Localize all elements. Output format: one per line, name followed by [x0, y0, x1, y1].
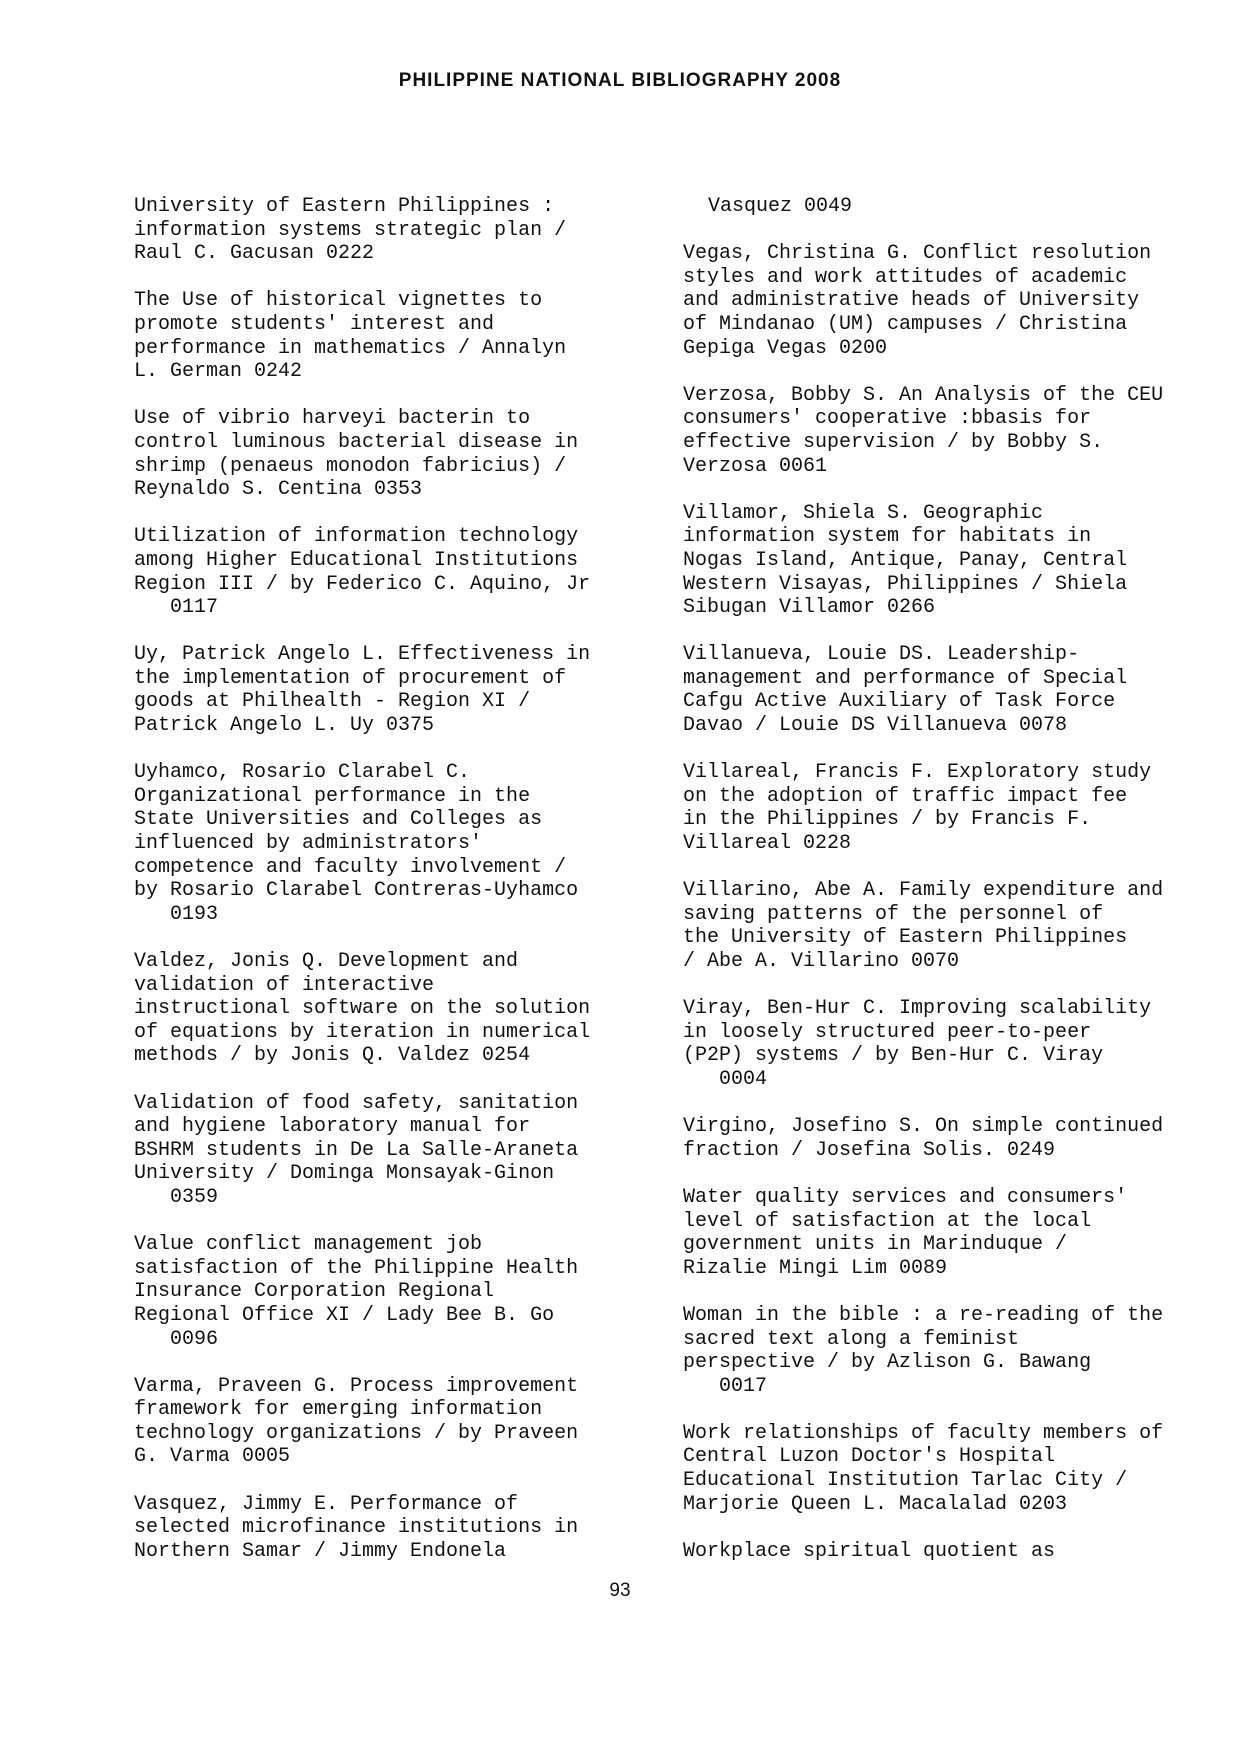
bibliography-entry	[683, 1186, 1203, 1280]
entry-line: Woman in the bible : a re-reading of the	[683, 1303, 1164, 1327]
bibliography-entry	[683, 761, 1203, 855]
entry-line: BSHRM students in De La Salle-Araneta	[134, 1138, 579, 1162]
entry-line: effective supervision / by Bobby S.	[683, 430, 1104, 454]
entry-line: 0359	[134, 1185, 219, 1209]
bibliography-entry	[134, 1493, 654, 1564]
bibliography-entry	[134, 1092, 654, 1210]
entry-line: framework for emerging information	[134, 1398, 543, 1422]
entry-line: Work relationships of faculty members of	[683, 1421, 1164, 1445]
entry-line: Nogas Island, Antique, Panay, Central	[683, 548, 1128, 572]
entry-line: in loosely structured peer-to-peer	[683, 1020, 1092, 1044]
page-number: 93	[609, 1580, 631, 1601]
entry-line: Organizational performance in the	[134, 784, 531, 808]
entry-line: satisfaction of the Philippine Health	[134, 1256, 579, 1280]
entry-line: information system for habitats in	[683, 525, 1092, 549]
entry-line: Utilization of information technology	[134, 525, 579, 549]
entry-line: saving patterns of the personnel of	[683, 902, 1104, 926]
entry-line: competence and faculty involvement /	[134, 855, 567, 879]
entry-line: University of Eastern Philippines :	[134, 195, 555, 218]
bibliography-entry	[683, 997, 1203, 1091]
entry-line: of equations by iteration in numerical	[134, 1020, 591, 1044]
entry-line: in the Philippines / by Francis F.	[683, 808, 1092, 832]
entry-line: Patrick Angelo L. Uy 0375	[134, 714, 435, 738]
entry-line: control luminous bacterial disease in	[134, 430, 579, 454]
entry-line: the University of Eastern Philippines	[683, 926, 1128, 950]
bibliography-entry	[134, 1233, 654, 1351]
entry-line: management and performance of Special	[683, 666, 1128, 690]
entry-line: Sibugan Villamor 0266	[683, 596, 936, 620]
bibliography-entry	[134, 195, 654, 266]
entry-line: Northern Samar / Jimmy Endonela	[134, 1539, 507, 1563]
entry-line: styles and work attitudes of academic	[683, 265, 1128, 289]
entry-line: validation of interactive	[134, 973, 435, 997]
entry-line: Value conflict management job	[134, 1233, 483, 1257]
entry-line: performance in mathematics / Annalyn	[134, 336, 567, 360]
entry-line: Gepiga Vegas 0200	[683, 336, 888, 360]
bibliography-entry	[683, 1115, 1203, 1162]
page-header: PHILIPPINE NATIONAL BIBLIOGRAPHY 2008	[398, 70, 842, 91]
entry-line: 0117	[134, 596, 219, 620]
entry-line: instructional software on the solution	[134, 997, 591, 1021]
entry-line: fraction / Josefina Solis. 0249	[683, 1138, 1056, 1162]
entry-line: Verzosa 0061	[683, 454, 828, 478]
entry-line: perspective / by Azlison G. Bawang	[683, 1351, 1092, 1375]
entry-line: University / Dominga Monsayak-Ginon	[134, 1162, 555, 1186]
entry-line: Validation of food safety, sanitation	[134, 1091, 579, 1115]
left-column	[134, 195, 654, 1587]
entry-line: Viray, Ben-Hur C. Improving scalability	[683, 997, 1152, 1021]
entry-line: Villareal 0228	[683, 832, 852, 856]
bibliography-entry	[134, 289, 654, 383]
entry-line: methods / by Jonis Q. Valdez 0254	[134, 1044, 531, 1068]
entry-line: level of satisfaction at the local	[683, 1209, 1092, 1233]
entry-line: Central Luzon Doctor's Hospital	[683, 1445, 1056, 1469]
entry-line: Insurance Corporation Regional	[134, 1280, 495, 1304]
entry-line: Varma, Praveen G. Process improvement	[134, 1374, 579, 1398]
entry-line: / Abe A. Villarino 0070	[683, 950, 960, 973]
entry-line: Marjorie Queen L. Macalalad 0203	[683, 1492, 1068, 1516]
entry-line: Cafgu Active Auxiliary of Task Force	[683, 690, 1116, 714]
entry-line: selected microfinance institutions in	[134, 1516, 579, 1540]
entry-line: Villarino, Abe A. Family expenditure and	[683, 879, 1164, 903]
entry-line: Virgino, Josefino S. On simple continued	[683, 1115, 1164, 1139]
entry-line: Villanueva, Louie DS. Leadership-	[683, 643, 1080, 667]
entry-line: Western Visayas, Philippines / Shiela	[683, 572, 1128, 596]
bibliography-entry	[683, 384, 1203, 478]
entry-line: G. Varma 0005	[134, 1445, 291, 1469]
entry-line: and hygiene laboratory manual for	[134, 1115, 531, 1139]
entry-line: Villareal, Francis F. Exploratory study	[683, 761, 1152, 785]
entry-line: 0004	[683, 1067, 768, 1091]
entry-line: 0017	[683, 1374, 768, 1398]
entry-line: the implementation of procurement of	[134, 666, 567, 690]
entry-line: L. German 0242	[134, 360, 303, 384]
bibliography-entry	[134, 1375, 654, 1469]
entry-line: Uy, Patrick Angelo L. Effectiveness in	[134, 643, 591, 667]
entry-line: goods at Philhealth - Region XI /	[134, 690, 531, 714]
entry-line: (P2P) systems / by Ben-Hur C. Viray	[683, 1044, 1104, 1068]
entry-line: sacred text along a feminist	[683, 1327, 1020, 1351]
entry-line: on the adoption of traffic impact fee	[683, 784, 1128, 808]
entry-line: consumers' cooperative :bbasis for	[683, 407, 1092, 431]
bibliography-entry	[134, 761, 654, 926]
entry-line: Region III / by Federico C. Aquino, Jr	[134, 572, 591, 596]
bibliography-entry	[134, 525, 654, 619]
entry-line: The Use of historical vignettes to	[134, 289, 543, 313]
entry-line: Raul C. Gacusan 0222	[134, 242, 375, 266]
entry-line: Reynaldo S. Centina 0353	[134, 478, 423, 502]
bibliography-entry	[683, 242, 1203, 360]
bibliography-entry	[134, 950, 654, 1068]
entry-line: promote students' interest and	[134, 312, 495, 336]
entry-line: of Mindanao (UM) campuses / Christina	[683, 312, 1128, 336]
entry-line: Educational Institution Tarlac City /	[683, 1469, 1128, 1493]
bibliography-entry	[134, 407, 654, 501]
entry-line: Vegas, Christina G. Conflict resolution	[683, 242, 1152, 266]
bibliography-entry	[683, 1422, 1203, 1516]
bibliography-entry	[683, 1304, 1203, 1398]
entry-line: influenced by administrators'	[134, 832, 483, 856]
entry-line: and administrative heads of University	[683, 289, 1140, 313]
entry-line: Davao / Louie DS Villanueva 0078	[683, 714, 1068, 738]
entry-line: shrimp (penaeus monodon fabricius) /	[134, 454, 567, 478]
entry-line: Use of vibrio harveyi bacterin to	[134, 407, 531, 431]
bibliography-entry	[683, 879, 1203, 973]
continued-entry-text: Vasquez 0049	[708, 195, 853, 218]
entry-line: Villamor, Shiela S. Geographic	[683, 501, 1044, 525]
entry-line: Regional Office XI / Lady Bee B. Go	[134, 1303, 555, 1327]
bibliography-entry	[683, 643, 1203, 737]
entry-line: 0096	[134, 1327, 219, 1351]
entry-line: Uyhamco, Rosario Clarabel C.	[134, 761, 471, 785]
entry-line: technology organizations / by Praveen	[134, 1421, 579, 1445]
entry-line: among Higher Educational Institutions	[134, 548, 579, 572]
entry-line: 0193	[134, 902, 219, 926]
entry-line: Workplace spiritual quotient as	[683, 1539, 1056, 1563]
entry-line: government units in Marinduque /	[683, 1233, 1068, 1257]
entry-line: Verzosa, Bobby S. An Analysis of the CEU	[683, 383, 1164, 407]
entry-line: State Universities and Colleges as	[134, 808, 543, 832]
right-column	[683, 195, 1203, 1587]
bibliography-entry	[134, 643, 654, 737]
entry-line: information systems strategic plan /	[134, 218, 567, 242]
bibliography-entry	[683, 1540, 1203, 1564]
bibliography-entry	[683, 502, 1203, 620]
entry-line: Water quality services and consumers'	[683, 1185, 1128, 1209]
entry-line: Vasquez, Jimmy E. Performance of	[134, 1492, 519, 1516]
entry-line: Rizalie Mingi Lim 0089	[683, 1256, 948, 1280]
entry-line: by Rosario Clarabel Contreras-Uyhamco	[134, 879, 579, 903]
entry-line: Valdez, Jonis Q. Development and	[134, 950, 519, 973]
